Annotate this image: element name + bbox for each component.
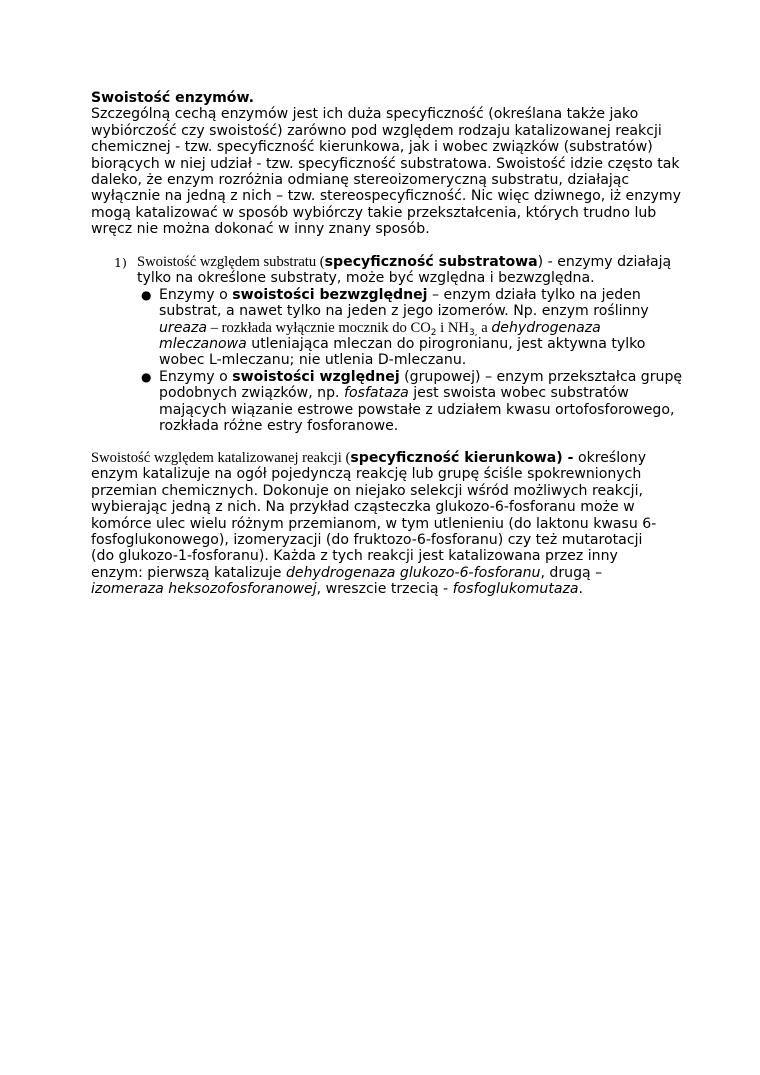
bullet-icon: ● (141, 369, 152, 384)
bullet-icon: ● (141, 287, 152, 302)
ureaza-term: ureaza (159, 319, 208, 336)
relative-specificity-term: swoistości względnej (232, 368, 400, 385)
absolute-specificity-term: swoistości bezwzględnej (232, 286, 428, 303)
list-number: 1) (114, 255, 127, 270)
intro-text: Szczególną cechą enzymów jest ich duża specyficzność (określana także jako wybiórczość czy swoistość) zarówno pod względem rodzaju katalizowanej reakcji chemicznej - tzw. specyficzność kierunkowa, jak i wobec związków (substratów) biorących w niej udział - tzw. specyficzność substratowa. Swoistość idzie często tak daleko, że enzym rozróżnia odmianę stereoizomeryczną substratu, działając wyłącznie na jedną z nich – tzw. stereospecyficzność. Nic więc dziwnego, iż enzymy mogą katalizować w sposób wybiórczy takie przekształcenia, których trudno lub wręcz nie można dokonać w inny znany sposób. (91, 106, 681, 238)
reaction-specificity-paragraph: Swoistość względem katalizowanej reakcji (specyficzność kierunkowa) - określony enzym katalizuje na ogół pojedynczą reakcję lub grupę ściśle spokrewnionych przemian chemicznych. Dokonuje on niejako selekcji wśród możliwych reakcji, wybierając jedną z nich. Na przykład cząsteczka glukozo-6-fosforanu może w komórce ulec wielu różnym przemianom, w tym utlenieniu (do laktonu kwasu 6-fosfoglukonowego), izomeryzacji (do fruktozo-6-fosforanu) czy też mutarotacji (do glukozo-1-fosforanu). Każda z tych reakcji jest katalizowana przez inny enzym: pierwszą katalizuje dehydrogenaza glukozo-6-fosforanu, drugą – izomeraza heksozofosforanowej, wreszcie trzecią - fosfoglukomutaza. (91, 450, 657, 598)
bullet-list (137, 287, 691, 435)
bullet-item-absolute: ● Enzymy o swoistości bezwzględnej – enzym działa tylko na jeden substrat, a nawet tylko na jeden z jego izomerów. Np. enzym roślinny ureaza – rozkłada wyłącznie mocznik do $CO_2$ i $NH_{3,}$ a dehydrogenaza mleczanowa utleniająca mleczan do pirogronianu, jest aktywna tylko wobec L-mleczanu; nie utlenia D-mleczanu. (141, 286, 649, 369)
list-intro-pre: Swoistość względem substratu ( (137, 254, 325, 270)
section-title: Swoistość enzymów. (91, 90, 254, 106)
reaction-specificity-term: specyficzność kierunkowa) - (350, 450, 574, 466)
dehydrogenaza-mleczanowa-term: dehydrogenaza mleczanowa (159, 319, 601, 353)
intro-paragraph (91, 90, 691, 238)
bullet-item-relative: ● Enzymy o swoistości względnej (grupowej) – enzym przekształca grupę podobnych związków, np. fosfataza jest swoista wobec substratów mających wiązanie estrowe powstałe z udziałem kwasu ortofosforowego, rozkłada różne estry fosforanowe. (141, 368, 683, 435)
list-intro-bold: specyficzność substratowa (324, 254, 538, 270)
list-intro-post: ) - enzymy działają tylko na określone substraty, może być względna i bezwzględna. (137, 254, 672, 287)
numbered-list (91, 254, 691, 434)
fosfataza-term: fosfataza (344, 385, 409, 402)
list-item (91, 254, 691, 434)
